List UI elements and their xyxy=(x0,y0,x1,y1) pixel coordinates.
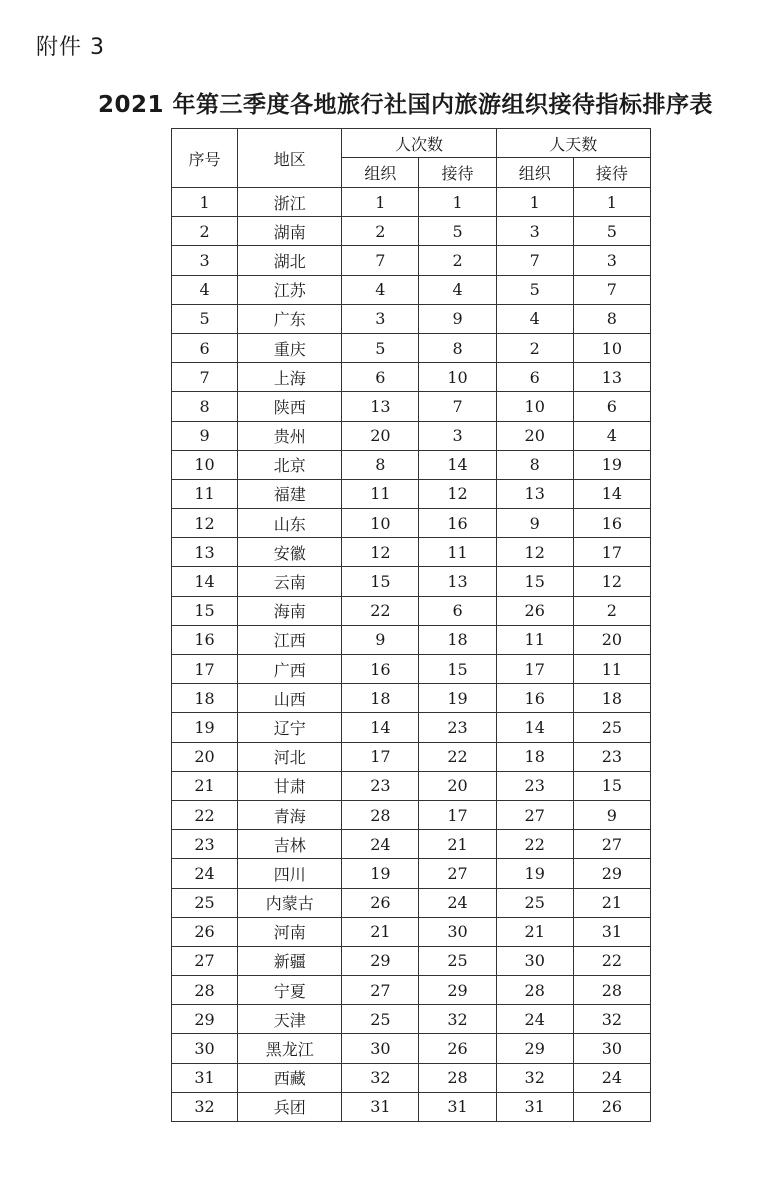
cell-person-times-receive: 1 xyxy=(419,188,496,217)
cell-person-times-receive: 24 xyxy=(419,888,496,917)
cell-person-days-receive: 16 xyxy=(573,509,650,538)
cell-index: 2 xyxy=(172,217,238,246)
cell-person-days-organize: 20 xyxy=(496,421,573,450)
cell-person-days-organize: 29 xyxy=(496,1034,573,1063)
table-row xyxy=(172,304,651,333)
cell-person-times-receive: 10 xyxy=(419,363,496,392)
cell-person-times-organize: 12 xyxy=(342,538,419,567)
cell-index: 6 xyxy=(172,333,238,362)
cell-person-days-receive: 6 xyxy=(573,392,650,421)
cell-person-days-organize: 15 xyxy=(496,567,573,596)
table-row xyxy=(172,479,651,508)
cell-person-times-receive: 11 xyxy=(419,538,496,567)
cell-region: 广西 xyxy=(238,655,342,684)
cell-person-days-organize: 24 xyxy=(496,1005,573,1034)
ranking-table xyxy=(171,128,651,1122)
table-row xyxy=(172,1034,651,1063)
cell-person-days-organize: 6 xyxy=(496,363,573,392)
cell-person-times-organize: 31 xyxy=(342,1092,419,1121)
cell-person-days-organize: 17 xyxy=(496,655,573,684)
cell-person-times-organize: 24 xyxy=(342,830,419,859)
table-row xyxy=(172,655,651,684)
table-row xyxy=(172,421,651,450)
table-body xyxy=(172,188,651,1122)
header-person-days: 人天数 xyxy=(496,129,650,158)
cell-region: 湖北 xyxy=(238,246,342,275)
cell-person-days-organize: 3 xyxy=(496,217,573,246)
header-person-times-receive: 接待 xyxy=(419,158,496,188)
cell-index: 9 xyxy=(172,421,238,450)
cell-person-times-organize: 8 xyxy=(342,450,419,479)
cell-index: 30 xyxy=(172,1034,238,1063)
cell-region: 安徽 xyxy=(238,538,342,567)
cell-person-times-organize: 17 xyxy=(342,742,419,771)
cell-person-days-organize: 11 xyxy=(496,625,573,654)
cell-index: 8 xyxy=(172,392,238,421)
header-person-days-organize: 组织 xyxy=(496,158,573,188)
cell-region: 河南 xyxy=(238,917,342,946)
table-row xyxy=(172,946,651,975)
cell-person-times-organize: 23 xyxy=(342,771,419,800)
header-index: 序号 xyxy=(172,129,238,188)
cell-person-days-receive: 23 xyxy=(573,742,650,771)
cell-person-times-organize: 1 xyxy=(342,188,419,217)
cell-person-days-organize: 32 xyxy=(496,1063,573,1092)
cell-region: 山东 xyxy=(238,509,342,538)
table-row xyxy=(172,625,651,654)
cell-person-days-receive: 8 xyxy=(573,304,650,333)
cell-region: 上海 xyxy=(238,363,342,392)
cell-region: 宁夏 xyxy=(238,976,342,1005)
cell-index: 5 xyxy=(172,304,238,333)
cell-person-days-organize: 13 xyxy=(496,479,573,508)
cell-person-days-organize: 22 xyxy=(496,830,573,859)
table-row xyxy=(172,771,651,800)
cell-index: 10 xyxy=(172,450,238,479)
cell-person-days-organize: 8 xyxy=(496,450,573,479)
cell-person-days-receive: 29 xyxy=(573,859,650,888)
cell-index: 3 xyxy=(172,246,238,275)
cell-person-times-receive: 29 xyxy=(419,976,496,1005)
cell-region: 陕西 xyxy=(238,392,342,421)
cell-person-times-receive: 30 xyxy=(419,917,496,946)
cell-person-times-receive: 26 xyxy=(419,1034,496,1063)
cell-person-days-organize: 28 xyxy=(496,976,573,1005)
cell-index: 21 xyxy=(172,771,238,800)
cell-person-days-receive: 12 xyxy=(573,567,650,596)
cell-region: 吉林 xyxy=(238,830,342,859)
cell-person-times-organize: 30 xyxy=(342,1034,419,1063)
cell-person-times-organize: 15 xyxy=(342,567,419,596)
cell-person-times-organize: 11 xyxy=(342,479,419,508)
cell-region: 西藏 xyxy=(238,1063,342,1092)
cell-region: 北京 xyxy=(238,450,342,479)
cell-person-days-organize: 23 xyxy=(496,771,573,800)
cell-person-times-organize: 6 xyxy=(342,363,419,392)
table-row xyxy=(172,976,651,1005)
cell-person-days-receive: 22 xyxy=(573,946,650,975)
cell-person-times-organize: 26 xyxy=(342,888,419,917)
cell-person-times-receive: 13 xyxy=(419,567,496,596)
cell-index: 20 xyxy=(172,742,238,771)
cell-person-days-receive: 9 xyxy=(573,800,650,829)
cell-index: 27 xyxy=(172,946,238,975)
cell-person-times-receive: 23 xyxy=(419,713,496,742)
cell-person-days-organize: 9 xyxy=(496,509,573,538)
cell-region: 广东 xyxy=(238,304,342,333)
table-row xyxy=(172,800,651,829)
cell-index: 26 xyxy=(172,917,238,946)
cell-person-days-receive: 5 xyxy=(573,217,650,246)
cell-person-times-organize: 27 xyxy=(342,976,419,1005)
cell-region: 福建 xyxy=(238,479,342,508)
cell-person-days-receive: 11 xyxy=(573,655,650,684)
cell-person-times-organize: 2 xyxy=(342,217,419,246)
cell-person-times-receive: 3 xyxy=(419,421,496,450)
cell-person-times-organize: 22 xyxy=(342,596,419,625)
cell-person-days-organize: 27 xyxy=(496,800,573,829)
cell-index: 14 xyxy=(172,567,238,596)
cell-person-days-receive: 19 xyxy=(573,450,650,479)
cell-person-days-organize: 18 xyxy=(496,742,573,771)
table-row xyxy=(172,684,651,713)
cell-person-days-organize: 12 xyxy=(496,538,573,567)
cell-index: 12 xyxy=(172,509,238,538)
cell-person-days-receive: 30 xyxy=(573,1034,650,1063)
table-row xyxy=(172,917,651,946)
cell-person-times-receive: 14 xyxy=(419,450,496,479)
cell-index: 17 xyxy=(172,655,238,684)
table-row xyxy=(172,742,651,771)
cell-person-days-organize: 19 xyxy=(496,859,573,888)
cell-person-times-receive: 32 xyxy=(419,1005,496,1034)
cell-person-days-organize: 14 xyxy=(496,713,573,742)
cell-region: 兵团 xyxy=(238,1092,342,1121)
cell-person-times-receive: 12 xyxy=(419,479,496,508)
cell-person-times-organize: 28 xyxy=(342,800,419,829)
table-row xyxy=(172,392,651,421)
header-row-1 xyxy=(172,129,651,158)
cell-person-days-receive: 7 xyxy=(573,275,650,304)
cell-index: 23 xyxy=(172,830,238,859)
cell-person-times-organize: 3 xyxy=(342,304,419,333)
cell-person-days-receive: 14 xyxy=(573,479,650,508)
cell-person-days-receive: 26 xyxy=(573,1092,650,1121)
cell-person-times-organize: 7 xyxy=(342,246,419,275)
cell-person-days-receive: 27 xyxy=(573,830,650,859)
cell-person-days-receive: 28 xyxy=(573,976,650,1005)
cell-person-times-organize: 16 xyxy=(342,655,419,684)
cell-region: 江苏 xyxy=(238,275,342,304)
cell-index: 16 xyxy=(172,625,238,654)
cell-region: 青海 xyxy=(238,800,342,829)
cell-person-days-receive: 17 xyxy=(573,538,650,567)
table-row xyxy=(172,859,651,888)
cell-person-days-receive: 31 xyxy=(573,917,650,946)
cell-person-times-organize: 14 xyxy=(342,713,419,742)
cell-person-days-receive: 18 xyxy=(573,684,650,713)
cell-person-times-organize: 29 xyxy=(342,946,419,975)
cell-person-days-organize: 16 xyxy=(496,684,573,713)
table-row xyxy=(172,713,651,742)
cell-region: 河北 xyxy=(238,742,342,771)
cell-index: 31 xyxy=(172,1063,238,1092)
cell-region: 甘肃 xyxy=(238,771,342,800)
header-region: 地区 xyxy=(238,129,342,188)
cell-region: 天津 xyxy=(238,1005,342,1034)
cell-person-times-receive: 5 xyxy=(419,217,496,246)
table-row xyxy=(172,217,651,246)
table-row xyxy=(172,450,651,479)
table-row xyxy=(172,1005,651,1034)
cell-index: 24 xyxy=(172,859,238,888)
cell-person-times-receive: 17 xyxy=(419,800,496,829)
cell-region: 江西 xyxy=(238,625,342,654)
cell-region: 内蒙古 xyxy=(238,888,342,917)
cell-person-times-receive: 8 xyxy=(419,333,496,362)
cell-person-days-organize: 31 xyxy=(496,1092,573,1121)
cell-person-times-receive: 9 xyxy=(419,304,496,333)
table-row xyxy=(172,333,651,362)
cell-index: 32 xyxy=(172,1092,238,1121)
header-person-times-organize: 组织 xyxy=(342,158,419,188)
cell-person-times-receive: 4 xyxy=(419,275,496,304)
table-row xyxy=(172,509,651,538)
cell-person-times-organize: 9 xyxy=(342,625,419,654)
cell-person-times-organize: 32 xyxy=(342,1063,419,1092)
cell-person-times-receive: 22 xyxy=(419,742,496,771)
cell-person-days-organize: 5 xyxy=(496,275,573,304)
cell-index: 19 xyxy=(172,713,238,742)
cell-region: 湖南 xyxy=(238,217,342,246)
cell-person-times-receive: 21 xyxy=(419,830,496,859)
cell-person-days-receive: 24 xyxy=(573,1063,650,1092)
table-row xyxy=(172,1092,651,1121)
cell-person-days-receive: 4 xyxy=(573,421,650,450)
cell-person-times-organize: 10 xyxy=(342,509,419,538)
cell-person-days-organize: 2 xyxy=(496,333,573,362)
cell-index: 22 xyxy=(172,800,238,829)
cell-index: 1 xyxy=(172,188,238,217)
cell-region: 重庆 xyxy=(238,333,342,362)
cell-person-times-organize: 25 xyxy=(342,1005,419,1034)
cell-region: 四川 xyxy=(238,859,342,888)
table-row xyxy=(172,888,651,917)
cell-index: 7 xyxy=(172,363,238,392)
cell-person-days-receive: 2 xyxy=(573,596,650,625)
cell-person-times-receive: 6 xyxy=(419,596,496,625)
cell-person-days-organize: 1 xyxy=(496,188,573,217)
cell-person-times-organize: 19 xyxy=(342,859,419,888)
table-row xyxy=(172,1063,651,1092)
cell-person-times-receive: 20 xyxy=(419,771,496,800)
cell-person-days-organize: 30 xyxy=(496,946,573,975)
cell-person-days-organize: 4 xyxy=(496,304,573,333)
cell-person-days-organize: 26 xyxy=(496,596,573,625)
table-row xyxy=(172,596,651,625)
cell-index: 11 xyxy=(172,479,238,508)
cell-region: 辽宁 xyxy=(238,713,342,742)
cell-region: 海南 xyxy=(238,596,342,625)
cell-person-times-receive: 19 xyxy=(419,684,496,713)
cell-index: 13 xyxy=(172,538,238,567)
cell-person-times-receive: 7 xyxy=(419,392,496,421)
cell-index: 25 xyxy=(172,888,238,917)
table-row xyxy=(172,188,651,217)
cell-person-days-receive: 32 xyxy=(573,1005,650,1034)
cell-person-times-receive: 31 xyxy=(419,1092,496,1121)
cell-person-days-receive: 25 xyxy=(573,713,650,742)
cell-index: 15 xyxy=(172,596,238,625)
cell-region: 贵州 xyxy=(238,421,342,450)
cell-person-days-receive: 20 xyxy=(573,625,650,654)
cell-person-times-organize: 4 xyxy=(342,275,419,304)
attachment-label: 附件 3 xyxy=(36,35,105,60)
table-row xyxy=(172,538,651,567)
cell-index: 29 xyxy=(172,1005,238,1034)
cell-index: 18 xyxy=(172,684,238,713)
header-person-days-receive: 接待 xyxy=(573,158,650,188)
cell-person-times-receive: 25 xyxy=(419,946,496,975)
header-person-times: 人次数 xyxy=(342,129,496,158)
cell-person-days-organize: 7 xyxy=(496,246,573,275)
cell-person-times-organize: 18 xyxy=(342,684,419,713)
cell-person-times-organize: 13 xyxy=(342,392,419,421)
table-row xyxy=(172,830,651,859)
cell-person-times-receive: 18 xyxy=(419,625,496,654)
cell-person-times-receive: 27 xyxy=(419,859,496,888)
cell-region: 黑龙江 xyxy=(238,1034,342,1063)
table-row xyxy=(172,275,651,304)
cell-person-times-receive: 16 xyxy=(419,509,496,538)
cell-person-times-organize: 20 xyxy=(342,421,419,450)
table-row xyxy=(172,246,651,275)
cell-person-days-organize: 10 xyxy=(496,392,573,421)
table-row xyxy=(172,567,651,596)
cell-person-days-receive: 1 xyxy=(573,188,650,217)
cell-person-days-receive: 13 xyxy=(573,363,650,392)
cell-person-days-organize: 21 xyxy=(496,917,573,946)
cell-person-times-organize: 5 xyxy=(342,333,419,362)
cell-person-days-organize: 25 xyxy=(496,888,573,917)
cell-person-days-receive: 10 xyxy=(573,333,650,362)
cell-region: 浙江 xyxy=(238,188,342,217)
cell-index: 4 xyxy=(172,275,238,304)
cell-person-times-receive: 15 xyxy=(419,655,496,684)
cell-person-days-receive: 21 xyxy=(573,888,650,917)
cell-index: 28 xyxy=(172,976,238,1005)
cell-person-times-organize: 21 xyxy=(342,917,419,946)
cell-region: 云南 xyxy=(238,567,342,596)
table-row xyxy=(172,363,651,392)
cell-region: 山西 xyxy=(238,684,342,713)
cell-person-times-receive: 28 xyxy=(419,1063,496,1092)
page-title: 2021 年第三季度各地旅行社国内旅游组织接待指标排序表 xyxy=(97,92,714,118)
cell-person-days-receive: 3 xyxy=(573,246,650,275)
cell-region: 新疆 xyxy=(238,946,342,975)
cell-person-days-receive: 15 xyxy=(573,771,650,800)
cell-person-times-receive: 2 xyxy=(419,246,496,275)
